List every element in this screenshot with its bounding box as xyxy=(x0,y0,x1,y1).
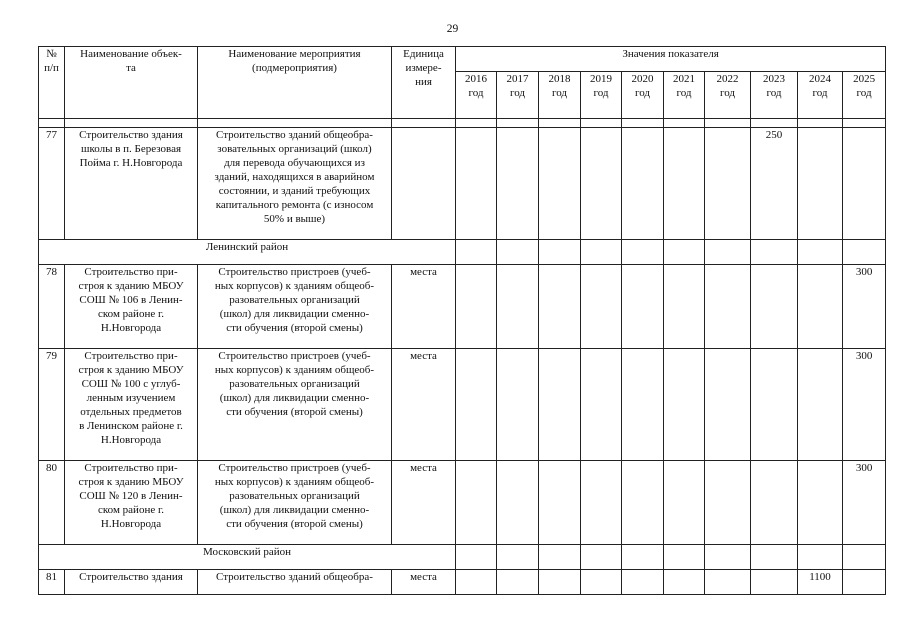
value-cell xyxy=(497,240,539,265)
value-cell xyxy=(581,570,622,595)
value-cell xyxy=(456,570,497,595)
table-row xyxy=(39,128,886,240)
value-cell xyxy=(456,545,497,570)
value-cell xyxy=(664,128,705,240)
value-cell xyxy=(664,349,705,461)
value-cell xyxy=(751,570,798,595)
value-cell xyxy=(539,240,581,265)
col-header-values: Значения показателя xyxy=(456,47,886,72)
value-cell xyxy=(705,265,751,349)
row-number: 79 xyxy=(39,349,65,461)
object-name-cell: Строительство здания школы в п. Березовая Пойма г. Н.Новгорода xyxy=(65,128,198,240)
value-cell xyxy=(497,545,539,570)
district-name: Ленинский район xyxy=(39,240,456,265)
event-name-cell: Строительство пристроев (учеб- ных корпусов) к зданиям общеоб- разовательных организаций (школ) для ликвидации сменно- сти обучения (второй смены) xyxy=(198,461,392,545)
table-row xyxy=(39,570,886,595)
value-cell xyxy=(497,461,539,545)
spacer-cell xyxy=(843,119,886,128)
value-cell xyxy=(497,570,539,595)
col-header-year: 2016 год xyxy=(456,72,497,119)
value-cell xyxy=(751,265,798,349)
event-name-cell: Строительство зданий общеобра- xyxy=(198,570,392,595)
object-name-cell: Строительство при- строя к зданию МБОУ СОШ № 100 с углуб- ленным изучением отдельных предметов в Ленинском районе г. Н.Новгорода xyxy=(65,349,198,461)
value-cell: 300 xyxy=(843,461,886,545)
object-name-cell: Строительство здания xyxy=(65,570,198,595)
spacer-cell xyxy=(581,119,622,128)
value-cell xyxy=(751,240,798,265)
row-number: 81 xyxy=(39,570,65,595)
unit-cell: места xyxy=(392,265,456,349)
spacer-cell xyxy=(751,119,798,128)
district-name: Московский район xyxy=(39,545,456,570)
col-header-year: 2017 год xyxy=(497,72,539,119)
value-cell: 300 xyxy=(843,265,886,349)
unit-cell: места xyxy=(392,570,456,595)
value-cell xyxy=(622,128,664,240)
value-cell xyxy=(456,461,497,545)
value-cell xyxy=(539,545,581,570)
spacer-cell xyxy=(664,119,705,128)
value-cell xyxy=(705,240,751,265)
unit-cell xyxy=(392,128,456,240)
unit-cell: места xyxy=(392,349,456,461)
value-cell xyxy=(798,349,843,461)
col-header-num: № п/п xyxy=(39,47,65,119)
event-name-cell: Строительство зданий общеобра- зовательных организаций (школ) для перевода обучающихся из зданий, находящихся в аварийном состоянии, и зданий требующих капитального ремонта (с износом 50% и выше) xyxy=(198,128,392,240)
table-body xyxy=(39,119,886,595)
district-row xyxy=(39,545,886,570)
value-cell xyxy=(798,265,843,349)
spacer-cell xyxy=(39,119,65,128)
col-header-unit: Единица измере- ния xyxy=(392,47,456,119)
value-cell xyxy=(539,128,581,240)
value-cell xyxy=(539,461,581,545)
col-header-event-name: Наименование мероприятия (подмероприятия) xyxy=(198,47,392,119)
value-cell xyxy=(843,570,886,595)
value-cell xyxy=(705,545,751,570)
indicator-table xyxy=(38,46,886,595)
value-cell xyxy=(581,240,622,265)
value-cell xyxy=(664,545,705,570)
value-cell xyxy=(581,349,622,461)
table-row xyxy=(39,265,886,349)
col-header-year: 2025 год xyxy=(843,72,886,119)
value-cell xyxy=(705,349,751,461)
value-cell xyxy=(705,461,751,545)
value-cell: 1100 xyxy=(798,570,843,595)
col-header-year: 2019 год xyxy=(581,72,622,119)
table-header xyxy=(39,47,886,119)
value-cell xyxy=(622,240,664,265)
value-cell xyxy=(622,570,664,595)
spacer-cell xyxy=(65,119,198,128)
col-header-year: 2022 год xyxy=(705,72,751,119)
row-number: 78 xyxy=(39,265,65,349)
value-cell xyxy=(664,265,705,349)
col-header-object-name: Наименование объек- та xyxy=(65,47,198,119)
value-cell xyxy=(622,349,664,461)
value-cell xyxy=(497,265,539,349)
unit-cell: места xyxy=(392,461,456,545)
object-name-cell: Строительство при- строя к зданию МБОУ СОШ № 120 в Ленин- ском районе г. Н.Новгорода xyxy=(65,461,198,545)
spacer-cell xyxy=(798,119,843,128)
value-cell xyxy=(456,240,497,265)
value-cell xyxy=(622,545,664,570)
col-header-year: 2020 год xyxy=(622,72,664,119)
object-name-cell: Строительство при- строя к зданию МБОУ СОШ № 106 в Ленин- ском районе г. Н.Новгорода xyxy=(65,265,198,349)
value-cell xyxy=(539,265,581,349)
value-cell xyxy=(581,265,622,349)
value-cell xyxy=(798,461,843,545)
value-cell xyxy=(622,265,664,349)
row-number: 80 xyxy=(39,461,65,545)
value-cell xyxy=(751,545,798,570)
col-header-year: 2018 год xyxy=(539,72,581,119)
spacer-cell xyxy=(456,119,497,128)
table-row xyxy=(39,349,886,461)
spacer-cell xyxy=(497,119,539,128)
value-cell xyxy=(497,349,539,461)
value-cell: 300 xyxy=(843,349,886,461)
value-cell xyxy=(705,570,751,595)
value-cell xyxy=(843,545,886,570)
spacer-cell xyxy=(539,119,581,128)
value-cell xyxy=(705,128,751,240)
value-cell xyxy=(664,240,705,265)
value-cell xyxy=(798,545,843,570)
event-name-cell: Строительство пристроев (учеб- ных корпусов) к зданиям общеоб- разовательных организаций (школ) для ликвидации сменно- сти обучения (второй смены) xyxy=(198,265,392,349)
col-header-year: 2023 год xyxy=(751,72,798,119)
value-cell xyxy=(581,545,622,570)
district-row xyxy=(39,240,886,265)
value-cell: 250 xyxy=(751,128,798,240)
value-cell xyxy=(751,461,798,545)
value-cell xyxy=(798,128,843,240)
spacer-cell xyxy=(705,119,751,128)
value-cell xyxy=(539,570,581,595)
col-header-year: 2024 год xyxy=(798,72,843,119)
value-cell xyxy=(843,128,886,240)
value-cell xyxy=(456,265,497,349)
value-cell xyxy=(497,128,539,240)
value-cell xyxy=(843,240,886,265)
value-cell xyxy=(456,349,497,461)
spacer-cell xyxy=(622,119,664,128)
row-number: 77 xyxy=(39,128,65,240)
value-cell xyxy=(798,240,843,265)
event-name-cell: Строительство пристроев (учеб- ных корпусов) к зданиям общеоб- разовательных организаций (школ) для ликвидации сменно- сти обучения (второй смены) xyxy=(198,349,392,461)
value-cell xyxy=(581,461,622,545)
value-cell xyxy=(622,461,664,545)
spacer-cell xyxy=(392,119,456,128)
value-cell xyxy=(581,128,622,240)
spacer-cell xyxy=(198,119,392,128)
value-cell xyxy=(456,128,497,240)
value-cell xyxy=(539,349,581,461)
page-number: 29 xyxy=(446,23,459,35)
value-cell xyxy=(664,570,705,595)
value-cell xyxy=(751,349,798,461)
value-cell xyxy=(664,461,705,545)
table-row xyxy=(39,461,886,545)
col-header-year: 2021 год xyxy=(664,72,705,119)
